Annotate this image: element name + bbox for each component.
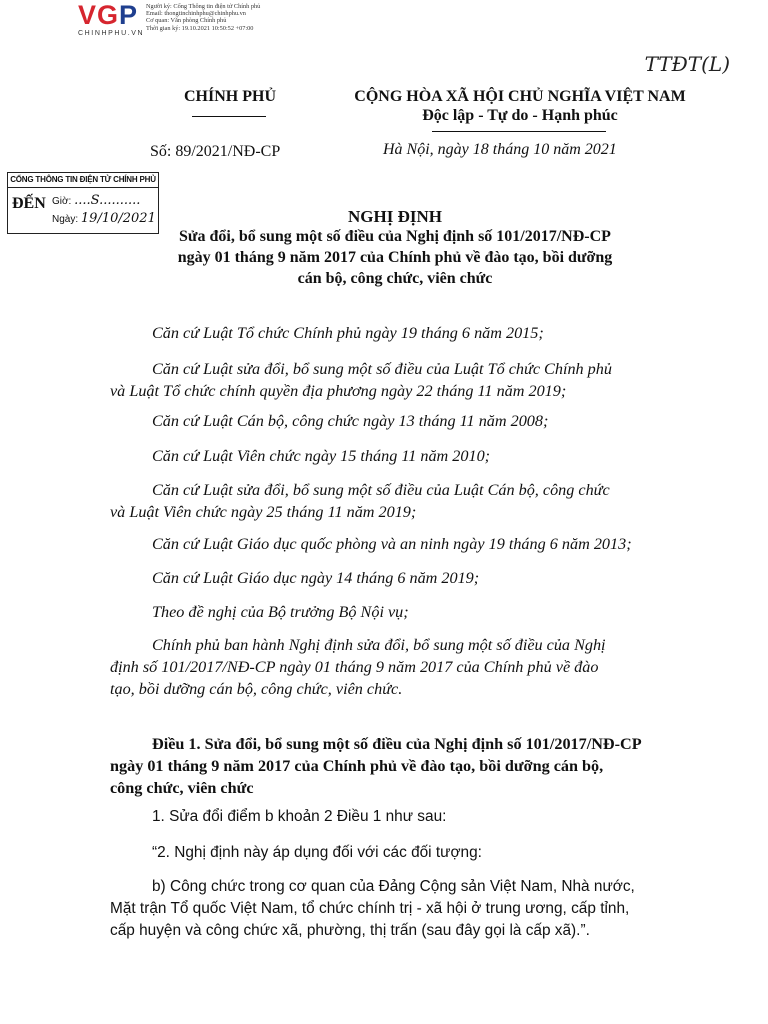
legal-basis [110,567,688,589]
legal-basis [110,445,688,467]
vgp-logo-subtitle: CHINHPHU.VN [78,30,145,37]
article-1-clause-1 [110,806,688,828]
subtitle-line: Sửa đổi, bổ sung một số điều của Nghị định số 101/2017/NĐ-CP [179,228,611,245]
basis-line: Căn cứ Luật Giáo dục ngày 14 tháng 6 năm 2019; [152,569,480,587]
legal-basis [110,410,688,432]
issuing-agency: CHÍNH PHỦ [184,88,276,105]
stamp-date-value: 19/10/2021 [80,211,156,226]
document-number: Số: 89/2021/NĐ-CP [150,143,281,160]
document-title: NGHỊ ĐỊNH [348,207,442,226]
basis-line: Theo đề nghị của Bộ trưởng Bộ Nội vụ; [152,603,409,621]
basis-line: Căn cứ Luật Viên chức ngày 15 tháng 11 năm 2010; [152,447,491,465]
basis-line: và Luật Tổ chức chính quyền địa phương ngày 22 tháng 11 năm 2019; [110,382,567,400]
legal-basis [110,601,688,623]
legal-basis [110,479,688,523]
article-1-heading [110,733,688,799]
basis-line: tạo, bồi dưỡng cán bộ, công chức, viên chức. [110,680,403,698]
document-subtitle [140,226,650,289]
national-title: CỘNG HÒA XÃ HỘI CHỦ NGHĨA VIỆT NAM [354,88,686,105]
clause-line: “2. Nghị định này áp dụng đối với các đối tượng: [152,844,482,861]
agency-line: Cơ quan: Văn phòng Chính phủ [146,17,227,25]
national-motto: Độc lập - Tự do - Hạnh phúc [422,107,618,124]
basis-line: Chính phủ ban hành Nghị định sửa đổi, bổ sung một số điều của Nghị [152,636,606,654]
digital-signature-meta [146,3,260,32]
clause-line: 1. Sửa đổi điểm b khoản 2 Điều 1 như sau: [152,808,447,825]
promulgation-clause [110,634,688,700]
signed-time-line: Thời gian ký: 19.10.2021 10:50:52 +07:00 [146,24,254,32]
article-heading-line: công chức, viên chức [110,779,254,797]
legal-basis [110,358,688,402]
motto-underline [432,131,606,132]
stamp-time-value: ....S.......... [74,193,141,208]
email-line: Email: thongtinchinhphu@chinhphu.vn [146,10,246,18]
received-stamp [7,172,159,234]
clause-line: b) Công chức trong cơ quan của Đảng Cộng sản Việt Nam, Nhà nước, [152,878,635,895]
stamp-date-label: Ngày: [52,214,79,225]
stamp-date [52,211,156,226]
subtitle-line: cán bộ, công chức, viên chức [297,270,493,287]
stamp-den-label: ĐẾN [12,195,46,212]
article-1-point-b [110,876,688,942]
stamp-time-label: Giờ: [52,196,72,207]
basis-line: và Luật Viên chức ngày 25 tháng 11 năm 2019; [110,503,417,521]
basis-line: định số 101/2017/NĐ-CP ngày 01 tháng 9 năm 2017 của Chính phủ về đào [110,658,599,676]
basis-line: Căn cứ Luật Giáo dục quốc phòng và an ninh ngày 19 tháng 6 năm 2013; [152,535,632,553]
clause-line: Mặt trận Tổ quốc Việt Nam, tổ chức chính trị - xã hội ở trung ương, cấp tỉnh, [110,900,630,917]
basis-line: Căn cứ Luật sửa đổi, bổ sung một số điều của Luật Tổ chức Chính phủ [152,360,612,378]
handwritten-note: TTĐT(L) [644,52,730,76]
basis-line: Căn cứ Luật Cán bộ, công chức ngày 13 tháng 11 năm 2008; [152,412,549,430]
legal-basis [110,322,688,344]
clause-line: cấp huyện và công chức xã, phường, thị trấn (sau đây gọi là cấp xã).”. [110,922,590,939]
subtitle-line: ngày 01 tháng 9 năm 2017 của Chính phủ về đào tạo, bồi dưỡng [177,249,613,266]
stamp-title: CỔNG THÔNG TIN ĐIỆN TỬ CHÍNH PHỦ [8,173,158,188]
basis-line: Căn cứ Luật Tổ chức Chính phủ ngày 19 tháng 6 năm 2015; [152,324,544,342]
signer-line: Người ký: Cổng Thông tin điện tử Chính phủ [146,3,261,10]
article-heading-line: Điều 1. Sửa đổi, bổ sung một số điều của Nghị định số 101/2017/NĐ-CP [152,735,642,753]
stamp-time [52,193,140,208]
place-date: Hà Nội, ngày 18 tháng 10 năm 2021 [383,141,617,158]
legal-basis [110,533,688,555]
vgp-logo: VGP [78,0,139,30]
basis-line: Căn cứ Luật sửa đổi, bổ sung một số điều của Luật Cán bộ, công chức [152,481,610,499]
article-heading-line: ngày 01 tháng 9 năm 2017 của Chính phủ về đào tạo, bồi dưỡng cán bộ, [110,757,604,775]
agency-underline [192,116,266,117]
article-1-quoted-clause [110,842,688,864]
